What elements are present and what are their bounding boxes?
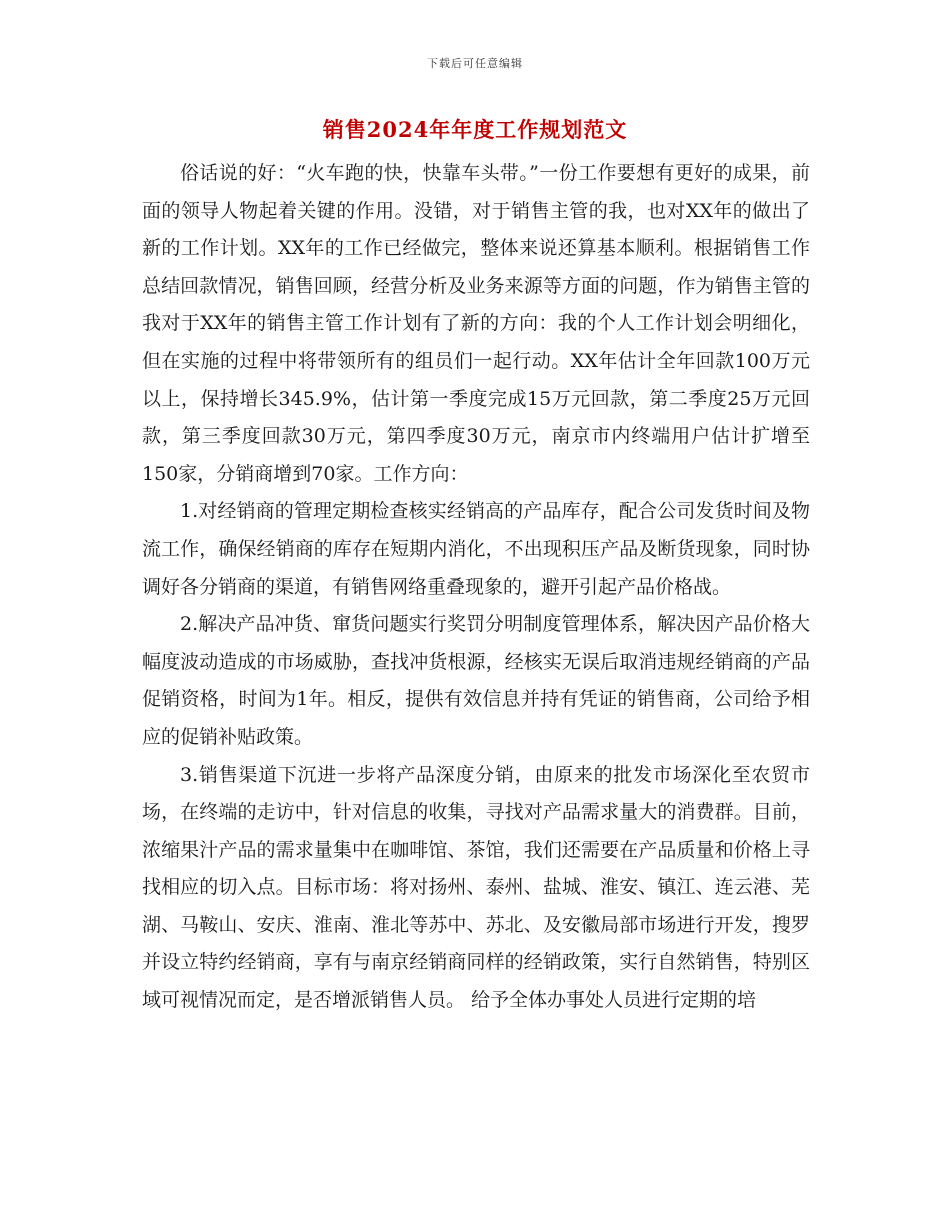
header-note: 下载后可任意编辑 [427, 57, 523, 70]
paragraph-item-3: 3.销售渠道下沉进一步将产品深度分销，由原来的批发市场深化至农贸市场，在终端的走访中，针对信息的收集，寻找对产品需求量大的消费群。目前，浓缩果汁产品的需求量集中在咖啡馆、茶馆，我们还需要在产品质量和价格上寻找相应的切入点。目标市场：将对扬州、泰州、盐城、淮安、镇江、连云港、芜湖、马鞍山、安庆、淮南、淮北等苏中、苏北、及安徽局部市场进行开发，搜罗并设立特约经销商，享有与南京经销商同样的经销政策，实行自然销售，特别区域可视情况而定，是否增派销售人员。 给予全体办事处人员进行定期的培 [142, 763, 810, 1012]
paragraph-item-1: 1.对经销商的管理定期检查核实经销高的产品库存，配合公司发货时间及物流工作，确保经销商的库存在短期内消化，不出现积压产品及断货现象，同时协调好各分销商的渠道，有销售网络重叠现象的，避开引起产品价格战。 [142, 500, 810, 598]
paragraph-intro: 俗话说的好：“火车跑的快，快靠车头带。”一份工作要想有更好的成果，前面的领导人物起着关键的作用。没错，对于销售主管的我，也对XX年的做出了新的工作计划。XX年的工作已经做完，整体来说还算基本顺利。根据销售工作总结回款情况，销售回顾，经营分析及业务来源等方面的问题，作为销售主管的我对于XX年的销售主管工作计划有了新的方向：我的个人工作计划会明细化，但在实施的过程中将带领所有的组员们一起行动。XX年估计全年回款100万元以上，保持增长345.9%，估计第一季度完成15万元回款，第二季度25万元回款，第三季度回款30万元，第四季度30万元，南京市内终端用户估计扩增至150家，分销商增到70家。工作方向： [142, 162, 810, 485]
paragraph-item-2: 2.解决产品冲货、窜货问题实行奖罚分明制度管理体系，解决因产品价格大幅度波动造成的市场威胁，查找冲货根源，经核实无误后取消违规经销商的产品促销资格，时间为1年。相反，提供有效信息并持有凭证的销售商，公司给予相应的促销补贴政策。 [142, 613, 810, 748]
document-title: 销售2024年年度工作规划范文 [322, 117, 628, 142]
document-body [142, 155, 810, 1020]
